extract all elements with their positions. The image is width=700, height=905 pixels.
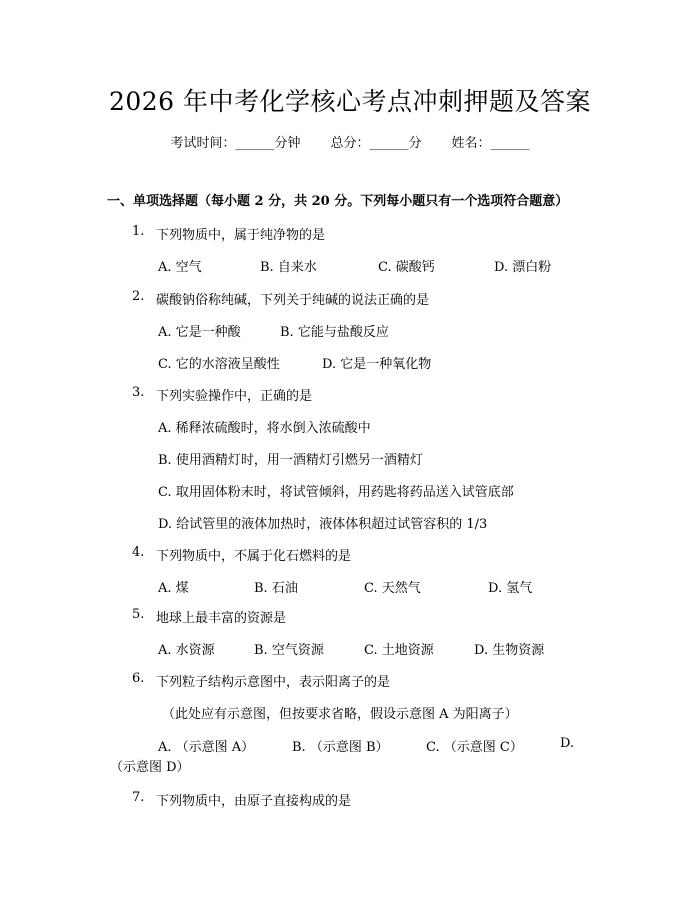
option-5c: C. 土地资源 (364, 643, 434, 658)
option-6a: A. （示意图 A） (158, 740, 255, 755)
question-number: 3. (132, 385, 145, 400)
option-4b: B. 石油 (254, 581, 298, 596)
question-text: 下列物质中，不属于化石燃料的是 (156, 549, 352, 564)
option-1a: A. 空气 (158, 260, 202, 275)
option-6d-wrap: （示意图 D） (110, 760, 190, 775)
option-5d: D. 生物资源 (474, 643, 545, 658)
question-text: 下列粒子结构示意图中，表示阳离子的是 (156, 675, 391, 690)
option-3d: D. 给试管里的液体加热时，液体体积超过试管容积的 1/3 (158, 517, 488, 532)
option-6b: B. （示意图 B） (292, 740, 389, 755)
question-number: 1. (132, 224, 145, 239)
exam-name: 姓名：______ (451, 136, 530, 151)
question-number: 5. (132, 607, 145, 622)
exam-info (0, 132, 700, 151)
page-title: 2026 年中考化学核心考点冲刺押题及答案 (108, 87, 592, 116)
question-number: 7. (132, 790, 145, 805)
question-6-note: （此处应有示意图，但按要求省略，假设示意图 A 为阳离子） (162, 707, 518, 722)
question-number: 2. (132, 289, 145, 304)
option-1b: B. 自来水 (260, 260, 317, 275)
option-6c: C. （示意图 C） (426, 740, 523, 755)
question-text: 碳酸钠俗称纯碱，下列关于纯碱的说法正确的是 (156, 293, 430, 308)
option-2c: C. 它的水溶液呈酸性 (158, 357, 280, 372)
question-text: 下列物质中，属于纯净物的是 (156, 228, 326, 243)
option-1d: D. 漂白粉 (494, 260, 552, 275)
option-4d: D. 氢气 (488, 581, 533, 596)
option-5b: B. 空气资源 (254, 643, 324, 658)
exam-total-score: 总分：______分 (330, 136, 422, 151)
question-number: 4. (132, 545, 145, 560)
option-2d: D. 它是一种氧化物 (322, 357, 432, 372)
section-heading: 一、单项选择题（每小题 2 分，共 20 分。下列每小题只有一个选项符合题意） (107, 194, 569, 209)
option-6d: D. (560, 736, 575, 751)
option-2b: B. 它能与盐酸反应 (280, 325, 389, 340)
question-text: 下列实验操作中，正确的是 (156, 389, 313, 404)
option-3c: C. 取用固体粉末时，将试管倾斜，用药匙将药品送入试管底部 (158, 485, 514, 500)
option-4c: C. 天然气 (364, 581, 421, 596)
option-4a: A. 煤 (158, 581, 189, 596)
question-number: 6. (132, 671, 145, 686)
option-3b: B. 使用酒精灯时，用一酒精灯引燃另一酒精灯 (158, 453, 423, 468)
option-2a: A. 它是一种酸 (158, 325, 241, 340)
question-text: 地球上最丰富的资源是 (156, 611, 287, 626)
exam-time: 考试时间：______分钟 (170, 136, 301, 151)
option-1c: C. 碳酸钙 (378, 260, 435, 275)
option-3a: A. 稀释浓硫酸时，将水倒入浓硫酸中 (158, 421, 371, 436)
question-text: 下列物质中，由原子直接构成的是 (156, 794, 352, 809)
option-5a: A. 水资源 (158, 643, 215, 658)
